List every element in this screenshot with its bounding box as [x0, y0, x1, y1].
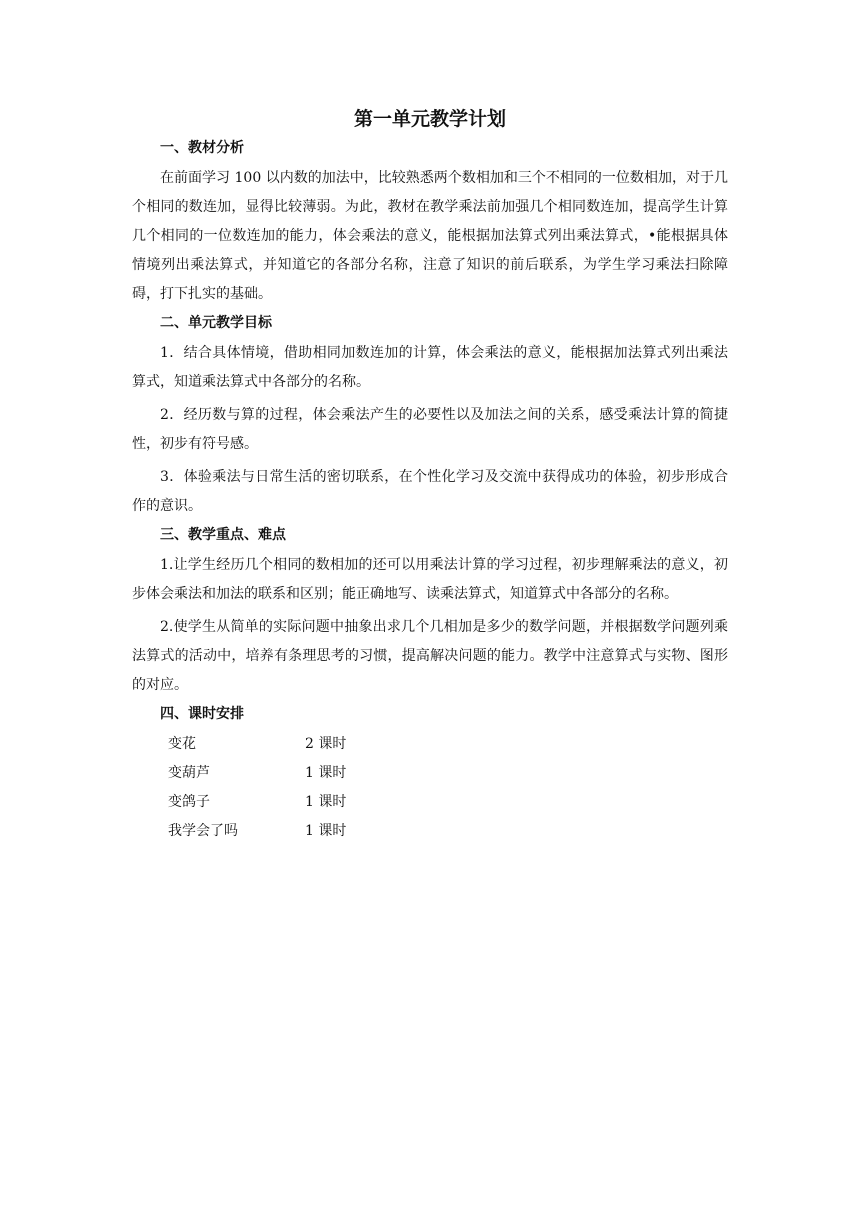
paragraph: 3．体验乘法与日常生活的密切联系，在个性化学习及交流中获得成功的体验，初步形成合作的意识。	[132, 469, 728, 514]
schedule-lesson-hours: 1 课时	[305, 823, 347, 839]
schedule-lesson-name: 变鸽子	[168, 794, 210, 810]
document-title: 第一单元教学计划	[353, 108, 506, 130]
paragraph: 2．经历数与算的过程，体会乘法产生的必要性以及加法之间的关系，感受乘法计算的简捷性，初步有符号感。	[132, 407, 728, 452]
schedule-list	[132, 730, 728, 846]
document-body	[132, 106, 728, 846]
paragraph: 1．结合具体情境，借助相同加数连加的计算，体会乘法的意义，能根据加法算式列出乘法算式，知道乘法算式中各部分的名称。	[132, 345, 728, 390]
section-lesson-schedule	[132, 704, 728, 846]
schedule-lesson-name: 变葫芦	[168, 765, 210, 781]
section-heading: 二、单元教学目标	[160, 315, 272, 331]
section-heading: 四、课时安排	[160, 706, 244, 722]
paragraph: 在前面学习 100 以内数的加法中，比较熟悉两个数相加和三个不相同的一位数相加，对于几个相同的数连加，显得比较薄弱。为此，教材在教学乘法前加强几个相同数连加，提高学生计算几个相同的一位数连加的能力，体会乘法的意义，能根据加法算式列出乘法算式，•能根据具体情境列出乘法算式，并知道它的各部分名称，注意了知识的前后联系，为学生学习乘法扫除障碍，打下扎实的基础。	[132, 170, 728, 302]
section-material-analysis	[132, 138, 728, 309]
schedule-row	[132, 788, 728, 817]
schedule-lesson-hours: 1 课时	[305, 794, 347, 810]
schedule-row	[132, 759, 728, 788]
schedule-lesson-hours: 1 课时	[305, 765, 347, 781]
paragraph: 2.使学生从简单的实际问题中抽象出求几个几相加是多少的数学问题，并根据数学问题列乘法算式的活动中，培养有条理思考的习惯，提高解决问题的能力。教学中注意算式与实物、图形的对应。	[132, 619, 728, 693]
schedule-lesson-hours: 2 课时	[305, 736, 347, 752]
paragraph: 1.让学生经历几个相同的数相加的还可以用乘法计算的学习过程，初步理解乘法的意义，初步体会乘法和加法的联系和区别；能正确地写、读乘法算式，知道算式中各部分的名称。	[132, 557, 728, 602]
section-unit-goals	[132, 313, 728, 521]
section-heading: 三、教学重点、难点	[160, 527, 286, 543]
section-key-points	[132, 525, 728, 700]
schedule-lesson-name: 变花	[168, 736, 196, 752]
schedule-row	[132, 730, 728, 759]
schedule-lesson-name: 我学会了吗	[168, 823, 238, 839]
schedule-row	[132, 817, 728, 846]
section-heading: 一、教材分析	[160, 140, 244, 156]
